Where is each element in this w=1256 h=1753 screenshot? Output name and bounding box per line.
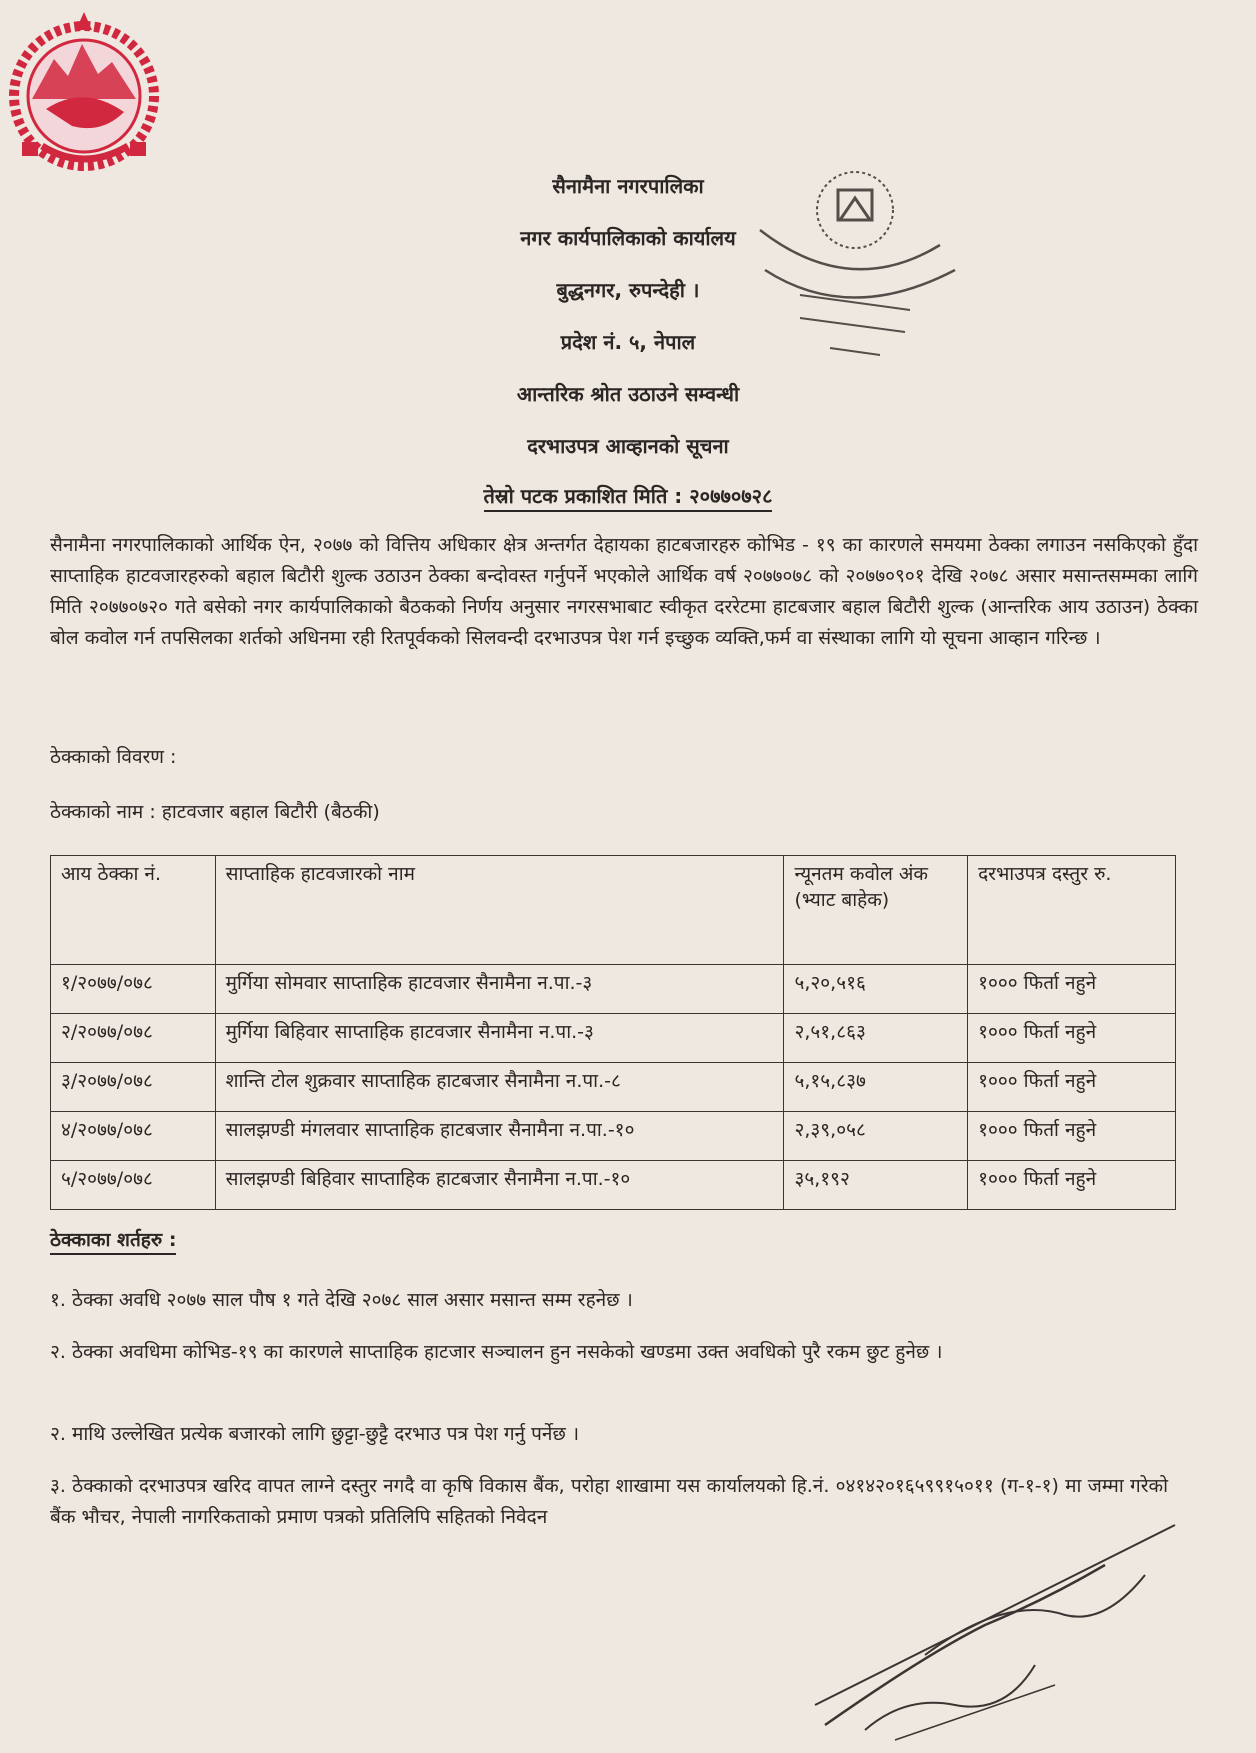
cell-contract-no: ३/२०७७/०७८: [51, 1063, 216, 1112]
cell-contract-no: १/२०७७/०७८: [51, 965, 216, 1014]
table-row: [51, 965, 1176, 1014]
table-row: [51, 1112, 1176, 1161]
cell-market-name: शान्ति टोल शुक्रवार साप्ताहिक हाटबजार सैनामैना न.पा.-८: [215, 1063, 784, 1112]
office-name: नगर कार्यपालिकाको कार्यालय: [520, 226, 736, 250]
cell-market-name: सालझण्डी बिहिवार साप्ताहिक हाटबजार सैनामैना न.पा.-१०: [215, 1161, 784, 1210]
cell-fee: १००० फिर्ता नहुने: [968, 1063, 1176, 1112]
header-contract-no: आय ठेक्का नं.: [51, 856, 216, 965]
subject-line-1: आन्तरिक श्रोत उठाउने सम्वन्धी: [516, 382, 740, 406]
conditions-section: [50, 1225, 1198, 1528]
cell-market-name: मुर्गिया सोमवार साप्ताहिक हाटवजार सैनामैना न.पा.-३: [215, 965, 784, 1014]
municipality-name: सैनामैना नगरपालिका: [552, 174, 704, 198]
cell-contract-no: ५/२०७७/०७८: [51, 1161, 216, 1210]
cell-min-bid: २,३९,०५८: [784, 1112, 968, 1161]
cell-min-bid: ५,१५,८३७: [784, 1063, 968, 1112]
cell-min-bid: ३५,१९२: [784, 1161, 968, 1210]
header-min-bid: न्यूनतम कवोल अंक (भ्याट बाहेक): [784, 856, 968, 965]
office-address: बुद्धनगर, रुपन्देही ।: [556, 278, 700, 302]
cell-min-bid: २,५१,८६३: [784, 1014, 968, 1063]
cell-fee: १००० फिर्ता नहुने: [968, 965, 1176, 1014]
province-name: प्रदेश नं. ५, नेपाल: [560, 330, 696, 354]
conditions-title: ठेक्काका शर्तहरु :: [50, 1227, 176, 1255]
table-row: [51, 1161, 1176, 1210]
cell-market-name: मुर्गिया बिहिवार साप्ताहिक हाटवजार सैनामैना न.पा.-३: [215, 1014, 784, 1063]
cell-market-name: सालझण्डी मंगलवार साप्ताहिक हाटबजार सैनामैना न.पा.-१०: [215, 1112, 784, 1161]
condition-item: ३. ठेक्काको दरभाउपत्र खरिद वापत लाग्ने दस्तुर नगदै वा कृषि विकास बैंक, परोहा शाखामा यस कार्यालयको हि.नं. ०४१४२०१६५९९१५०११ (ग-१-१) मा जम्मा गरेको बैंक भौचर, नेपाली नागरिकताको प्रमाण पत्रको प्रतिलिपि सहितको निवेदन: [50, 1475, 1168, 1528]
header-market-name: साप्ताहिक हाटवजारको नाम: [215, 856, 784, 965]
cell-fee: १००० फिर्ता नहुने: [968, 1014, 1176, 1063]
notice-header: [0, 160, 1256, 512]
intro-paragraph: सैनामैना नगरपालिकाको आर्थिक ऐन, २०७७ को वित्तिय अधिकार क्षेत्र अन्तर्गत देहायका हाटबजारहरु कोभिड - १९ का कारणले समयमा ठेक्का लगाउन नसकिएको हुँदा साप्ताहिक हाटवजारहरुको बहाल बिटौरी शुल्क उठाउन ठेक्का बन्दोवस्त गर्नुपर्ने भएकोले आर्थिक वर्ष २०७७०७८ को २०७७०९०१ देखि २०७८ असार मसान्तसम्मका लागि मिति २०७७०७२० गते बसेको नगर कार्यपालिकाको बैठकको निर्णय अनुसार नगरसभाबाट स्वीकृत दररेटमा हाटबजार बहाल बिटौरी शुल्क (आन्तरिक आय उठाउन) ठेक्का बोल कवोल गर्न तपसिलका शर्तको अधिनमा रही रितपूर्वकको सिलवन्दी दरभाउपत्र पेश गर्न इच्छुक व्यक्ति,फर्म वा संस्थाका लागि यो सूचना आव्हान गरिन्छ ।: [50, 534, 1198, 649]
table-header-row: [51, 856, 1176, 965]
condition-item: १. ठेक्का अवधि २०७७ साल पौष १ गते देखि २०७८ साल असार मसान्त सम्म रहनेछ ।: [50, 1289, 633, 1311]
table-row: [51, 1063, 1176, 1112]
cell-fee: १००० फिर्ता नहुने: [968, 1112, 1176, 1161]
header-fee: दरभाउपत्र दस्तुर रु.: [968, 856, 1176, 965]
cell-fee: १००० फिर्ता नहुने: [968, 1161, 1176, 1210]
cell-contract-no: २/२०७७/०७८: [51, 1014, 216, 1063]
condition-item: २. माथि उल्लेखित प्रत्येक बजारको लागि छुट्टा-छुट्टै दरभाउ पत्र पेश गर्नु पर्नेछ ।: [50, 1423, 580, 1445]
table-row: [51, 1014, 1176, 1063]
contract-name-label: ठेक्काको नाम : हाटवजार बहाल बिटौरी (बैठकी): [50, 801, 380, 823]
signature-icon: [805, 1505, 1190, 1745]
bid-table: [50, 855, 1176, 1210]
cell-contract-no: ४/२०७७/०७८: [51, 1112, 216, 1161]
publication-date: तेस्रो पटक प्रकाशित मिति : २०७७०७२८: [484, 482, 773, 512]
condition-item: २. ठेक्का अवधिमा कोभिड-१९ का कारणले साप्ताहिक हाटजार सञ्चालन हुन नसकेको खण्डमा उक्त अवधिको पुरै रकम छुट हुनेछ ।: [50, 1341, 943, 1363]
subject-line-2: दरभाउपत्र आव्हानको सूचना: [527, 434, 729, 458]
cell-min-bid: ५,२०,५१६: [784, 965, 968, 1014]
contract-details-label: ठेक्काको विवरण :: [50, 746, 177, 768]
